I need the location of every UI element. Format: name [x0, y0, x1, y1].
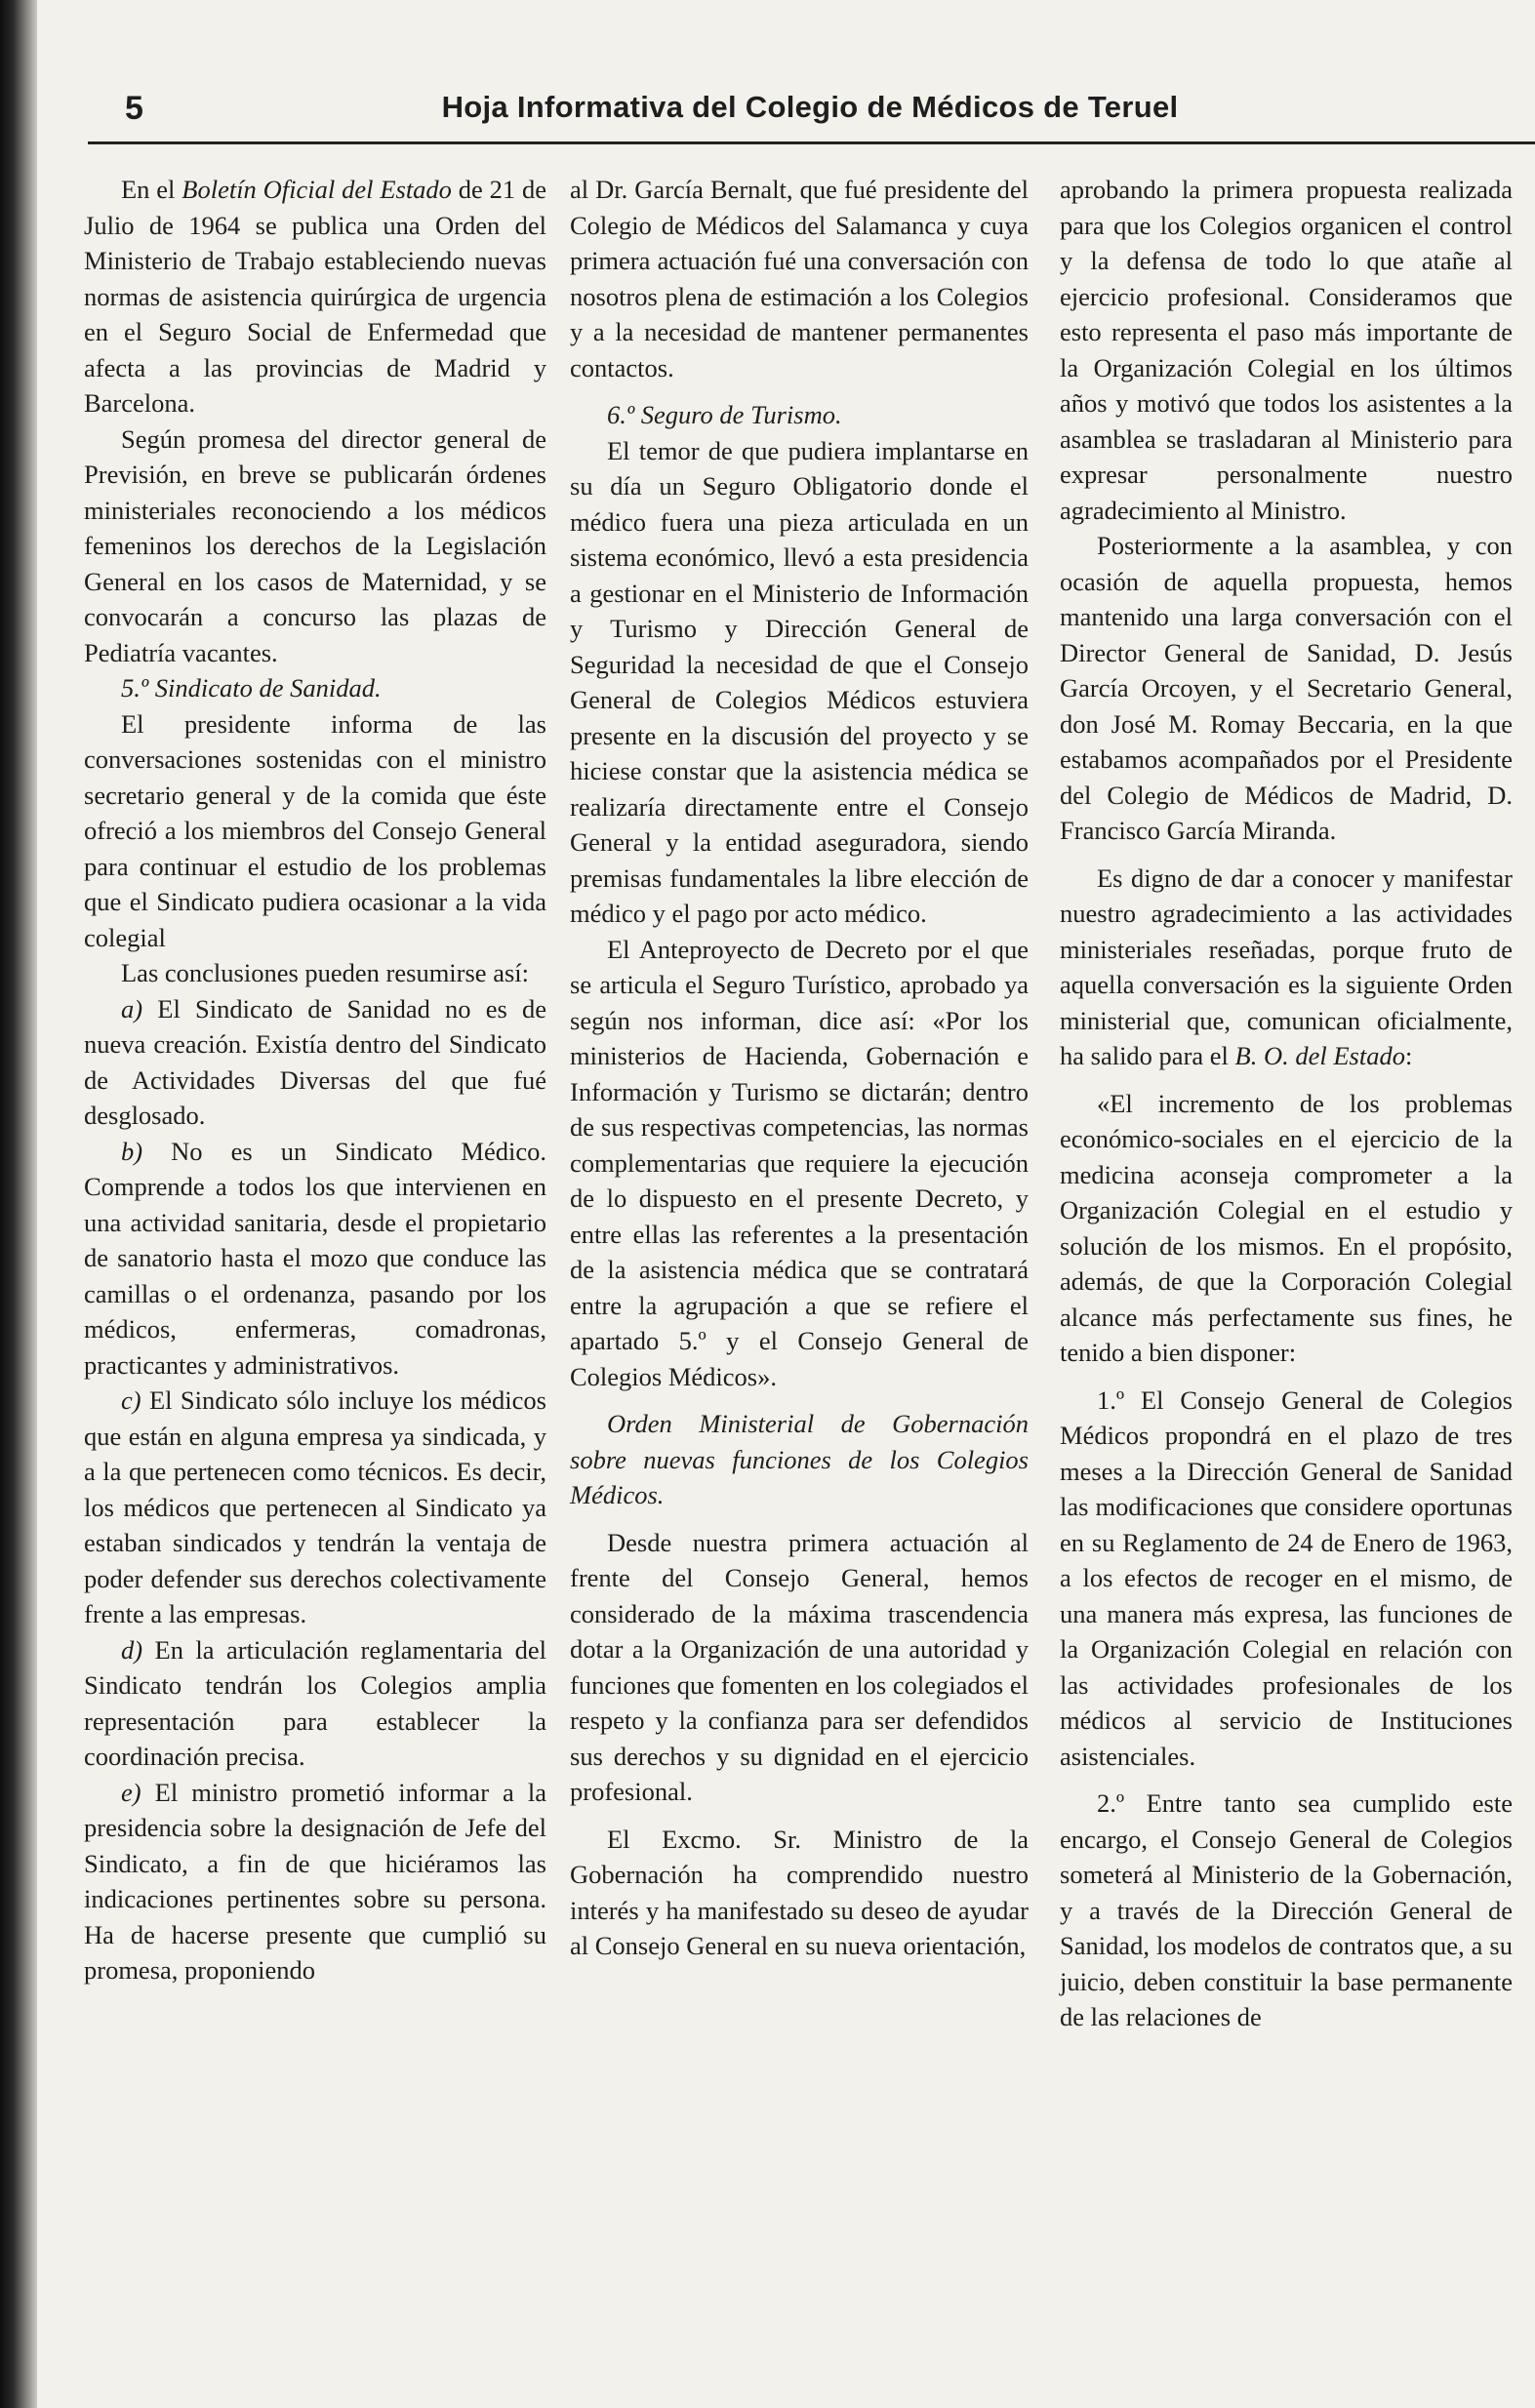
paragraph: El Anteproyecto de Decreto por el que se articula el Seguro Turístico, aprobado ya según nos informan, dice así: «Por los ministerios de Hacienda, Gobernación e Información y Turismo se dictarán; dentro de sus respectivas competencias, las normas complementarias que requiere la ejecución de lo dispuesto en el presente Decreto, y entre ellas las referentes a la presentación de la asistencia médica que se contratará entre la agrupación a que se refiere el apartado 5.º y el Consejo General de Colegios Médicos».: [570, 934, 1029, 1391]
list-item: b) No es un Sindicato Médico. Comprende a todos los que intervienen en una actividad sanitaria, desde el propietario de sanatorio hasta el mozo que conduce las camillas o el ordenanza, pasando por los médicos, enfermeras, comadronas, practicantes y administrativos.: [84, 1136, 546, 1380]
paragraph: 1.º El Consejo General de Colegios Médicos propondrá en el plazo de tres meses a la Dirección General de Sanidad las modificaciones que considere oportunas en su Reglamento de 24 de Enero de 1963, a los efectos de recoger en el mismo, de una manera más expresa, las funciones de la Organización Colegial en relación con las actividades profesionales de los médicos al servicio de Instituciones asistenciales.: [1060, 1385, 1513, 1771]
paragraph: El presidente informa de las conversaciones sostenidas con el ministro secretario general y de la comida que éste ofreció a los miembros del Consejo General para continuar el estudio de los problemas que el Sindicato pudiera ocasionar a la vida colegial: [84, 708, 546, 952]
section-heading: 5.º Sindicato de Sanidad.: [121, 673, 382, 702]
section-heading: 6.º Seguro de Turismo.: [607, 400, 842, 429]
paragraph: aprobando la primera propuesta realizada para que los Colegios organicen el control y la defensa de todo lo que atañe al ejercicio profesional. Consideramos que esto representa el paso más importante de la Organización Colegial en los últimos años y motivó que todos los asistentes a la asamblea se trasladaran al Ministerio para expresar personalmente nuestro agradecimiento al Ministro.: [1060, 175, 1513, 525]
page-number: 5: [125, 90, 143, 127]
paragraph: 2.º Entre tanto sea cumplido este encargo, el Consejo General de Colegios someterá al Ministerio de la Gobernación, y a través de la Dirección General de Sanidad, los modelos de contratos que, a su juicio, deben constituir la base permanente de las relaciones de: [1060, 1788, 1513, 2031]
paragraph: al Dr. García Bernalt, que fué presidente del Colegio de Médicos del Salamanca y cuya primera actuación fué una conversación con nosotros plena de estimación a los Colegios y a la necesidad de mantener permanentes contactos.: [570, 175, 1029, 382]
header-rule: [88, 141, 1535, 144]
paragraph: «El incremento de los problemas económico-sociales en el ejercicio de la medicina aconseja comprometer a la Organización Colegial en el estudio y solución de los mismos. En el propósito, además, de que la Corporación Colegial alcance más perfectamente sus fines, he tenido a bien disponer:: [1060, 1088, 1513, 1367]
paragraph: Posteriormente a la asamblea, y con ocasión de aquella propuesta, hemos mantenido una larga conversación con el Director General de Sanidad, D. Jesús García Orcoyen, y el Secretario General, don José M. Romay Beccaria, en la que estabamos acompañados por el Presidente del Colegio de Médicos de Madrid, D. Francisco García Miranda.: [1060, 531, 1513, 845]
paragraph: En el Boletín Oficial del Estado de 21 de Julio de 1964 se publica una Orden del Ministerio de Trabajo estableciendo nuevas normas de asistencia quirúrgica de urgencia en el Seguro Social de Enfermedad que afecta a las provincias de Madrid y Barcelona.: [84, 175, 547, 418]
list-item: d) En la articulación reglamentaria del Sindicato tendrán los Colegios amplia representación para establecer la coordinación precisa.: [84, 1634, 546, 1771]
list-item: c) El Sindicato sólo incluye los médicos que están en alguna empresa ya sindicada, y a la que pertenecen como técnicos. Es decir, los médicos que pertenecen al Sindicato ya estaban sindicados y tendrán la ventaja de poder defender sus derechos colectivamente frente a las empresas.: [84, 1385, 546, 1628]
paragraph: Las conclusiones pueden resumirse así:: [121, 958, 529, 987]
column-1: [84, 172, 546, 1988]
column-3: [1060, 172, 1513, 2035]
paragraph: El Excmo. Sr. Ministro de la Gobernación ha comprendido nuestro interés y ha manifestado su deseo de ayudar al Consejo General en su nueva orientación,: [570, 1824, 1029, 1960]
list-item: a) El Sindicato de Sanidad no es de nueva creación. Existía dentro del Sindicato de Actividades Diversas del que fué desglosado.: [84, 993, 546, 1130]
book-binding-edge: [0, 0, 37, 2408]
section-heading: Orden Ministerial de Gobernación sobre nuevas funciones de los Colegios Médicos.: [570, 1409, 1029, 1509]
paragraph: Es digno de dar a conocer y manifestar nuestro agradecimiento a las actividades ministeriales reseñadas, porque fruto de aquella conversación es la siguiente Orden ministerial que, comunican oficialmente, ha salido para el B. O. del Estado:: [1060, 863, 1513, 1070]
column-2: [570, 172, 1029, 1964]
paragraph: Desde nuestra primera actuación al frente del Consejo General, hemos considerado de la máxima trascendencia dotar a la Organización de una autoridad y funciones que fomenten en los colegiados el respeto y la confianza para ser defendidos sus derechos y su dignidad en el ejercicio profesional.: [570, 1527, 1029, 1806]
page-title: Hoja Informativa del Colegio de Médicos de Teruel: [441, 90, 1179, 124]
list-item: e) El ministro prometió informar a la presidencia sobre la designación de Jefe del Sindicato, a fin de que hiciéramos las indicaciones pertinentes sobre su persona. Ha de hacerse presente que cumplió su promesa, proponiendo: [84, 1777, 546, 1985]
paragraph: Según promesa del director general de Previsión, en breve se publicarán órdenes ministeriales reconociendo a los médicos femeninos los derechos de la Legislación General en los casos de Maternidad, y se convocarán a concurso las plazas de Pediatría vacantes.: [84, 423, 546, 667]
paragraph: El temor de que pudiera implantarse en su día un Seguro Obligatorio donde el médico fuera una pieza articulada en un sistema económico, llevó a esta presidencia a gestionar en el Ministerio de Información y Turismo y Dirección General de Seguridad la necesidad de que el Consejo General de Colegios Médicos estuviera presente en la discusión del proyecto y se hiciese constar que la asistencia médica se realizaría directamente entre el Consejo General y la entidad aseguradora, siendo premisas fundamentales la libre elección de médico y el pago por acto médico.: [570, 435, 1029, 928]
